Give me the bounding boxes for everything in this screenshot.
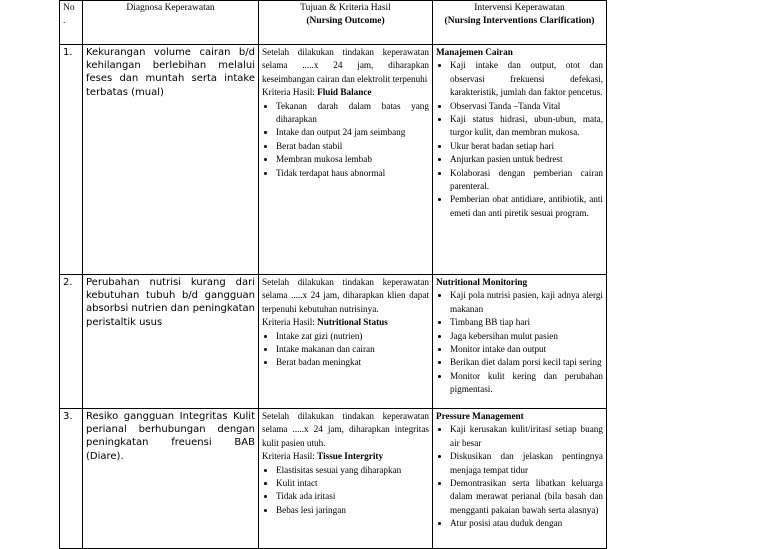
list-item: • Berat badan stabil — [276, 140, 429, 153]
criteria-heading — [262, 450, 429, 463]
table-row — [60, 45, 607, 275]
header-no: No . — [60, 1, 83, 45]
header-row — [60, 1, 607, 45]
intervention-list — [436, 289, 603, 396]
outcome-cell — [259, 275, 433, 409]
row-number: 2. — [60, 275, 83, 409]
intervention-title: Nutritional Monitoring — [436, 277, 528, 287]
list-item: • Monitor kulit kering dan perubahan pigmentasi. — [450, 370, 603, 397]
list-item: • Demontrasikan serta libatkan keluarga dalam merawat perianal (bila basah dan mengganti pakaian bawah serta alasnya) — [450, 477, 603, 517]
criteria-heading — [262, 86, 429, 99]
header-intervensi — [433, 1, 607, 45]
list-item: • Tidak ada iritasi — [276, 490, 429, 503]
list-item: • Anjurkan pasien untuk bedrest — [450, 153, 603, 166]
intervention-title: Pressure Management — [436, 411, 524, 421]
intervention-cell — [433, 45, 607, 275]
criteria-list — [262, 330, 429, 370]
criteria-label: Kriteria Hasil: — [262, 317, 318, 328]
diagnosis-cell: Perubahan nutrisi kurang dari kebutuhan tubuh b/d gangguan absorbsi nutrien dan peningkatan peristaltik usus — [83, 275, 259, 409]
list-item: • Observasi Tanda –Tanda Vital — [450, 100, 603, 113]
intervention-cell — [433, 275, 607, 409]
list-item: • Kaji status hidrasi, ubun-ubun, mata, turgor kulit, dan membran mukosa. — [450, 113, 603, 140]
diagnosis-cell: Resiko gangguan Integritas Kulit perianal berhubungan dengan peningkatan freuensi BAB (Diare). — [83, 409, 259, 549]
header-diagnosa — [83, 1, 259, 45]
header-tujuan-sub: (Nursing Outcome) — [306, 15, 385, 26]
header-diagnosa-label: Diagnosa Keperawatan — [126, 3, 215, 13]
outcome-intro: Setelah dilakukan tindakan keperawatan selama .....x 24 jam, diharapkan klien dapat terpenuhi kebutuhan nutrisinya. — [262, 277, 429, 314]
list-item: • Atur posisi atau duduk dengan — [450, 517, 603, 530]
intervention-cell — [433, 409, 607, 549]
criteria-label: Kriteria Hasil: — [262, 87, 318, 98]
list-item: • Kaji intake dan output, otot dan observasi frekuensi defekasi, karakteristik, jumlah dan faktor pencetus. — [450, 59, 603, 99]
list-item: • Berikan diet dalam porsi kecil tapi sering — [450, 356, 603, 369]
table-row — [60, 275, 607, 409]
criteria-title: Nutritional Status — [317, 317, 388, 328]
list-item: • Jaga kebersihan mulut pasien — [450, 330, 603, 343]
list-item: • Monitor intake dan output — [450, 343, 603, 356]
list-item: • Elastisitas sesuai yang diharapkan — [276, 464, 429, 477]
outcome-cell — [259, 409, 433, 549]
row-number: 3. — [60, 409, 83, 549]
criteria-title: Fluid Balance — [317, 87, 372, 98]
list-item: • Berat badan meningkat — [276, 356, 429, 369]
list-item: • Kaji kerusakan kulit/iritasi setiap buang air besar — [450, 423, 603, 450]
intervention-title: Manajemen Cairan — [436, 47, 513, 57]
care-plan-table — [59, 0, 607, 549]
list-item: • Intake zat gizi (nutrien) — [276, 330, 429, 343]
header-tujuan-label: Tujuan & Kriteria Hasil — [300, 3, 391, 13]
row-number: 1. — [60, 45, 83, 275]
list-item: • Pemberian obat antidiare, antibiotik, anti emeti dan anti piretik sesuai program. — [450, 193, 603, 220]
criteria-label: Kriteria Hasil: — [262, 451, 318, 462]
list-item: • Membran mukosa lembab — [276, 153, 429, 166]
criteria-list — [262, 100, 429, 180]
criteria-title: Tissue Intergrity — [317, 451, 384, 462]
list-item: • Bebas lesi jaringan — [276, 504, 429, 517]
diagnosis-cell: Kekurangan volume cairan b/d kehilangan berlebihan melalui feses dan muntah serta intake terbatas (mual) — [83, 45, 259, 275]
list-item: • Tekanan darah dalam batas yang diharapkan — [276, 100, 429, 127]
list-item: • Kolaborasi dengan pemberian cairan parenteral. — [450, 167, 603, 194]
list-item: • Timbang BB tiap hari — [450, 316, 603, 329]
list-item: • Intake makanan dan cairan — [276, 343, 429, 356]
outcome-intro: Setelah dilakukan tindakan keperawatan selama .....x 24 jam, diharapkan keseimbangan cairan dan elektrolit terpenuhi — [262, 47, 429, 84]
list-item: • Kulit intact — [276, 477, 429, 490]
outcome-intro: Setelah dilakukan tindakan keperawatan selama .....x 24 jam, diharapkan integritas kulit pasien utuh. — [262, 411, 429, 448]
header-intervensi-label: Intervensi Keperawatan — [474, 3, 565, 13]
list-item: • Ukur berat badan setiap hari — [450, 140, 603, 153]
criteria-heading — [262, 316, 429, 329]
list-item: • Kaji pola nutrisi pasien, kaji adnya alergi makanan — [450, 289, 603, 316]
list-item: • Tidak terdapat haus abnormal — [276, 167, 429, 180]
header-tujuan — [259, 1, 433, 45]
list-item: • Diskusikan dan jelaskan pentingnya menjaga tempat tidur — [450, 450, 603, 477]
outcome-cell — [259, 45, 433, 275]
intervention-list — [436, 423, 603, 530]
table-row — [60, 409, 607, 549]
criteria-list — [262, 464, 429, 518]
intervention-list — [436, 59, 603, 220]
list-item: • Intake dan output 24 jam seimbang — [276, 126, 429, 139]
header-intervensi-sub: (Nursing Interventions Clarification) — [444, 15, 595, 26]
